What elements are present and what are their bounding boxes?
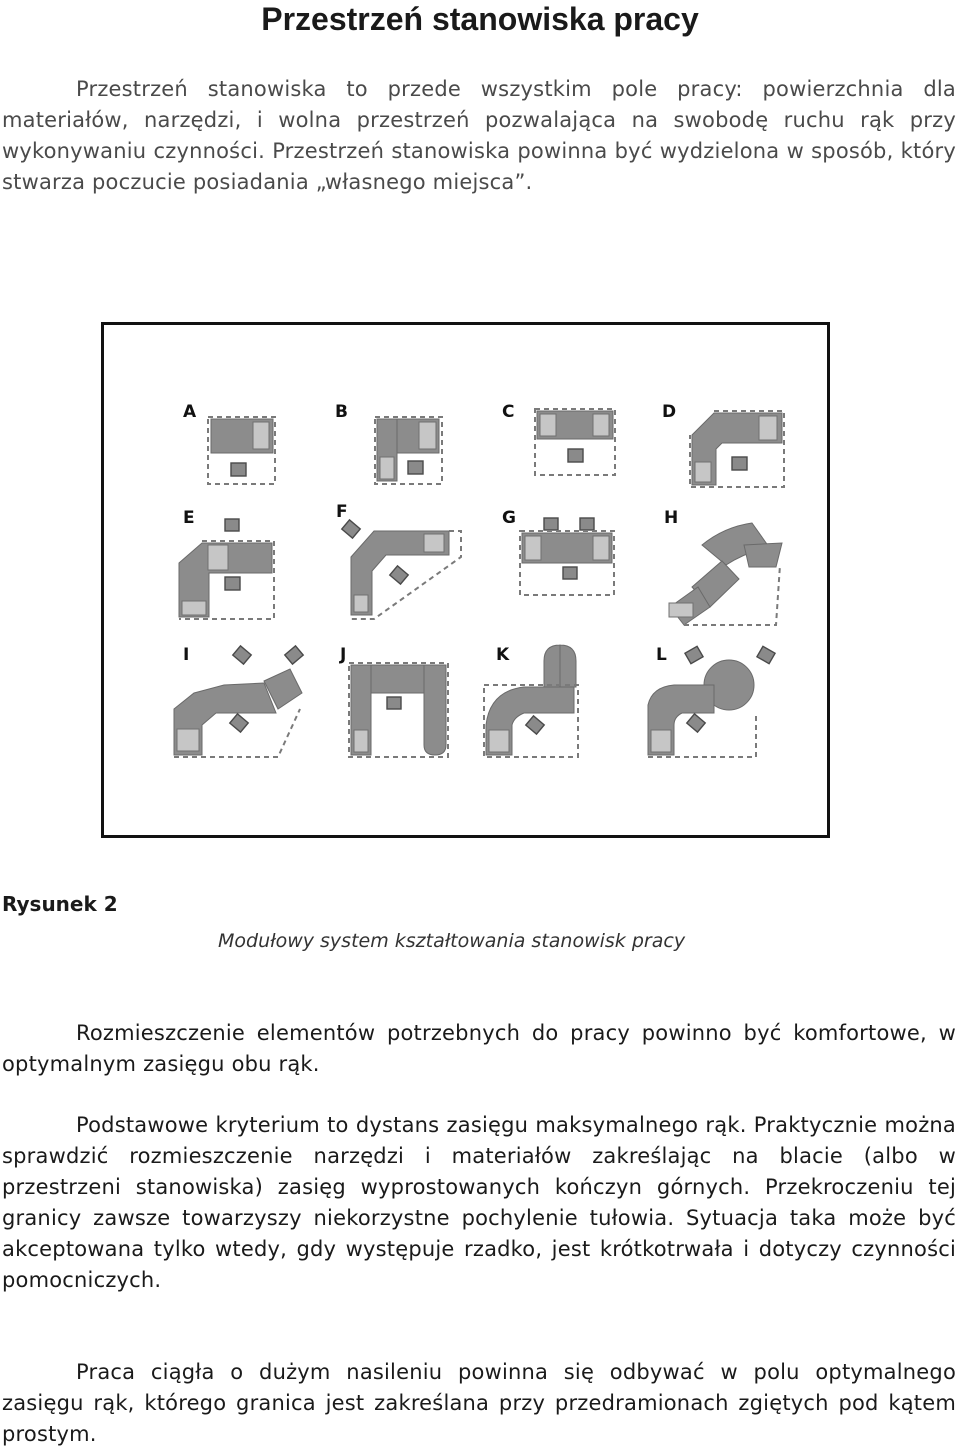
intro-paragraph: Przestrzeń stanowiska to przede wszystkim pole pracy: powierzchnia dla materiałów, narzędzi, i wolna przestrzeń pozwalająca na swobodę ruchu rąk przy wykonywaniu czynności. Przestrzeń stanowiska powinna być wydzielona w sposób, który stwarza poczucie posiadania „własnego miejsca”. (2, 77, 956, 194)
layout-j (339, 645, 448, 757)
panel-label-c: C (502, 402, 515, 422)
cabinet (208, 545, 228, 570)
workstation-layouts-drawing (104, 325, 827, 835)
chair (580, 518, 594, 530)
panel-label-i: I (183, 645, 190, 665)
paragraph-1: Rozmieszczenie elementów potrzebnych do pracy powinno być komfortowe, w optymalnym zasięgu obu rąk. (2, 1021, 956, 1076)
chair (563, 567, 577, 579)
paragraph-3: Praca ciągła o dużym nasileniu powinna się odbywać w polu optymalnego zasięgu rąk, którego granica jest zakreślana przy przedramionach zgiętych pod kątem prostym. (2, 1360, 956, 1446)
chair (408, 461, 423, 474)
layout-a (183, 402, 275, 484)
cabinet (593, 414, 609, 436)
cabinet (182, 601, 206, 615)
layout-f (336, 502, 461, 619)
layout-d (662, 402, 784, 487)
chair (387, 697, 401, 709)
chair (231, 463, 246, 476)
cabinet (489, 730, 509, 752)
chair (230, 714, 248, 732)
panel-label-g: G (502, 508, 516, 528)
layout-b (335, 402, 442, 484)
figure-modular-workstations (101, 322, 830, 838)
chair (568, 449, 583, 462)
chair (732, 457, 747, 470)
panel-label-a: A (183, 402, 197, 422)
panel-label-b: B (335, 402, 348, 422)
cabinet (669, 603, 693, 617)
panel-label-j: J (340, 645, 347, 665)
figure-label: Rysunek 2 (2, 892, 118, 916)
panel-label-h: H (664, 508, 679, 528)
cabinet (593, 536, 609, 560)
cabinet (424, 534, 444, 552)
cabinet (540, 414, 556, 436)
cabinet (380, 457, 394, 479)
chair (390, 566, 408, 584)
cabinet (354, 595, 368, 612)
layout-l (648, 645, 775, 757)
chair (526, 716, 544, 734)
paragraph-2: Podstawowe kryterium to dystans zasięgu maksymalnego rąk. Praktycznie można sprawdzić rozmieszczenie narzędzi i materiałów zakreślając na blacie (albo w przestrzeni stanowiska) zasięg wyprostowanych kończyn górnych. Przekroczeniu tej granicy zawsze towarzyszy niekorzystne pochylenie tułowia. Sytuacja taka może być akceptowana tylko wtedy, gdy występuje rzadko, jest krótkotrwała i dotyczy czynności pomocniczych. (2, 1113, 956, 1292)
figure-caption: Modułowy system kształtowania stanowisk pracy (218, 930, 686, 952)
panel-label-l: L (656, 645, 667, 665)
panel-label-k: K (496, 645, 510, 665)
cabinet (695, 462, 711, 482)
cabinet (651, 730, 671, 752)
panel-label-d: D (662, 402, 677, 422)
chair (285, 646, 303, 664)
panel-label-f: F (336, 502, 348, 522)
chair (685, 646, 703, 663)
chair (757, 646, 775, 663)
rounded-desk (544, 645, 576, 687)
layout-i (174, 645, 303, 757)
layout-e (179, 508, 274, 619)
desk (744, 543, 782, 567)
panel-label-e: E (183, 508, 195, 528)
cabinet (419, 422, 436, 449)
cabinet (253, 422, 269, 449)
chair (233, 646, 251, 664)
chair (342, 520, 360, 538)
page-title: Przestrzeń stanowiska pracy (261, 1, 699, 37)
cabinet (759, 416, 777, 440)
chair (544, 518, 558, 530)
layout-g (502, 508, 614, 595)
cabinet (177, 729, 199, 751)
rounded-desk (424, 665, 446, 755)
cabinet (354, 730, 368, 752)
chair (225, 519, 239, 531)
layout-h (664, 508, 782, 625)
layout-c (502, 402, 615, 475)
cabinet (525, 536, 541, 560)
chair (225, 577, 240, 590)
chair (687, 714, 705, 732)
layout-k (484, 645, 578, 757)
